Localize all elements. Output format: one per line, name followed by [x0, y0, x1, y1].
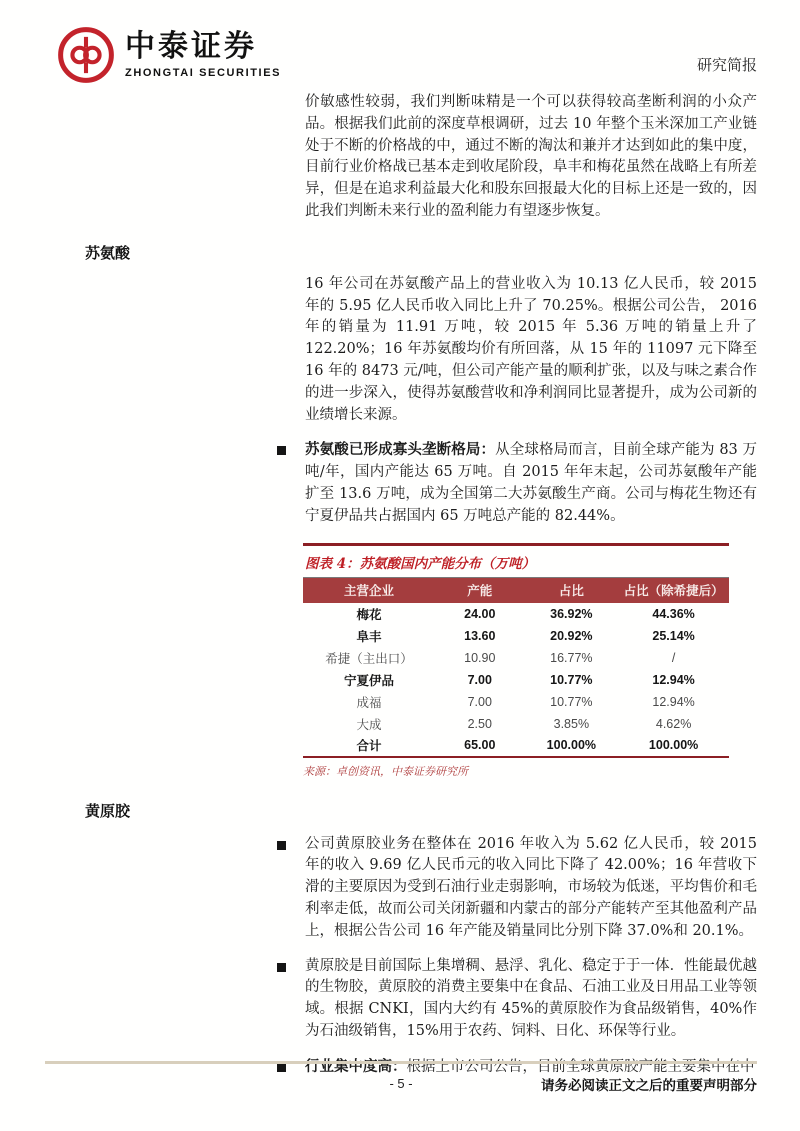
table-row — [303, 603, 729, 625]
cell-company: 阜丰 — [356, 629, 382, 644]
doc-type-label: 研究简报 — [696, 56, 757, 74]
cell-company: 合计 — [356, 739, 382, 754]
bullet-square-icon — [277, 963, 286, 972]
section-heading-threonine: 苏氨酸 — [85, 243, 131, 262]
xanthan-bullet-2 — [277, 956, 757, 1043]
brand-name-en: ZHONGTAI SECURITIES — [125, 66, 282, 79]
cell-capacity: 2.50 — [467, 716, 492, 731]
xanthan-bullet-2-text: 黄原胶是目前国际上集增稠、悬浮、乳化、稳定于于一体．性能最优越的生物胶，黄原胶的消费主要集中在食品、石油工业及日用品工业等领域。根据 CNKI，国内大约有 45%的黄原胶作为食品级销售，40%作为石油级销售，15%用于农药、饲料、日化、环保等行业。 — [305, 957, 757, 1039]
table-row — [303, 625, 729, 647]
cell-share-ex: 4.62% — [655, 716, 692, 731]
cell-share: 20.92% — [550, 628, 593, 643]
figure-4 — [303, 543, 729, 781]
cell-share: 16.77% — [550, 650, 593, 665]
cell-capacity: 7.00 — [467, 694, 492, 709]
cell-share-ex: 100.00% — [648, 738, 699, 753]
table-row — [303, 713, 729, 735]
bullet-lead: 行业集中度高： — [305, 1057, 407, 1075]
bullet-square-icon — [277, 841, 286, 850]
col-header-share-ex: 占比（除希捷后） — [618, 578, 729, 603]
page-number: - 5 - — [389, 1076, 413, 1091]
capacity-table — [303, 578, 729, 758]
threonine-bullet — [277, 439, 757, 527]
cell-capacity: 13.60 — [464, 628, 496, 643]
bullet-body: 根据上市公司公告，目前全球黄原胶产能主要集中在中 — [406, 1058, 755, 1075]
cell-company: 成福 — [356, 695, 382, 710]
figure-title: 图表 4：苏氨酸国内产能分布（万吨） — [303, 543, 729, 578]
cell-share-ex: 25.14% — [652, 628, 695, 643]
intro-paragraph: 价敏感性较弱，我们判断味精是一个可以获得较高垄断利润的小众产品。根据我们此前的深度草根调研，过去 10 年整个玉米深加工产业链处于不断的价格战的中，通过不断的淘汰和兼并才达到如此的集中度，目前行业价格战已基本走到收尾阶段，阜丰和梅花虽然在战略上有所差异，但是在追求利益最大化和股东回报最大化的目标上还是一致的，因此我们判断未来行业的盈利能力有望逐步恢复。 — [305, 94, 757, 219]
cell-capacity: 65.00 — [464, 738, 496, 753]
cell-capacity: 24.00 — [464, 606, 496, 621]
table-row — [303, 691, 729, 713]
brand-name-cn: 中泰证券 — [125, 28, 257, 64]
cell-share: 10.77% — [550, 672, 593, 687]
cell-capacity: 7.00 — [467, 672, 492, 687]
cell-company: 大成 — [356, 717, 382, 732]
threonine-bullet-text — [305, 439, 757, 527]
cell-company: 希捷（主出口） — [325, 651, 413, 666]
cell-share-ex: / — [671, 650, 676, 665]
cell-company: 梅花 — [356, 607, 382, 622]
section-heading-xanthan: 黄原胶 — [85, 801, 131, 820]
col-header-share: 占比 — [525, 578, 619, 603]
xanthan-bullet-1 — [277, 834, 757, 943]
cell-share-ex: 44.36% — [652, 606, 695, 621]
page-header — [57, 26, 757, 84]
zhongtai-logo-icon — [57, 26, 115, 84]
brand-names — [125, 28, 282, 79]
cell-share-ex: 12.94% — [652, 694, 695, 709]
col-header-company: 主营企业 — [303, 578, 435, 603]
table-row — [303, 669, 729, 691]
table-row-total — [303, 735, 729, 757]
report-body — [85, 92, 757, 1079]
footer-disclaimer: 请务必阅读正文之后的重要声明部分 — [541, 1078, 757, 1094]
cell-share-ex: 12.94% — [652, 672, 695, 687]
threonine-paragraph: 16 年公司在苏氨酸产品上的营业收入为 10.13 亿人民币，较 2015 年的 5.95 亿人民币收入同比上升了 70.25%。根据公司公告， 2016 年的销量为 11.91 万吨，较 2015 年 5.36 万吨的销量上升了 122.20%；16 年苏氨酸均价有所回落，从 15 年的 11097 元下降至 16 年的 8473 元/吨，但公司产能产量的顺利扩张，以及与味之素合作的进一步深入，使得苏氨酸营收和净利润同比显著提升，成为公司新的业绩增长来源。 — [305, 275, 757, 423]
bullet-body: 从全球格局而言，目前全球产能为 83 万吨/年，国内产能达 65 万吨。自 2015 年年末起，公司苏氨酸年产能扩至 13.6 万吨，成为全国第二大苏氨酸生产商。公司与梅花生物还有宁夏伊品共占据国内 65 万吨总产能的 82.44%。 — [305, 442, 758, 524]
cell-share: 36.92% — [550, 606, 593, 621]
page-footer — [45, 1058, 757, 1097]
cell-share: 3.85% — [553, 716, 590, 731]
table-row — [303, 647, 729, 669]
cell-share: 100.00% — [546, 738, 597, 753]
bullet-square-icon — [277, 446, 286, 455]
bullet-lead: 苏氨酸已形成寡头垄断格局： — [305, 441, 496, 459]
figure-source: 来源：卓创资讯，中泰证券研究所 — [303, 764, 468, 778]
xanthan-bullet-1-text: 公司黄原胶业务在整体在 2016 年收入为 5.62 亿人民币，较 2015 年的收入 9.69 亿人民币元的收入同比下降了 42.00%；16 年营收下滑的主要原因为受到石油行业走弱影响，市场较为低迷，平均售价和毛利率走低，故而公司关闭新疆和内蒙古的部分产能转产至其他盈利产品上，根据公告公司 16 年产能及销量同比分别下降 37.0%和 20.1%。 — [305, 835, 757, 939]
table-header — [303, 578, 729, 603]
table-header-row — [303, 578, 729, 603]
cell-company: 宁夏伊品 — [344, 673, 395, 688]
cell-share: 10.77% — [550, 694, 593, 709]
brand-logo — [57, 26, 281, 84]
col-header-capacity: 产能 — [435, 578, 524, 603]
cell-capacity: 10.90 — [464, 650, 496, 665]
